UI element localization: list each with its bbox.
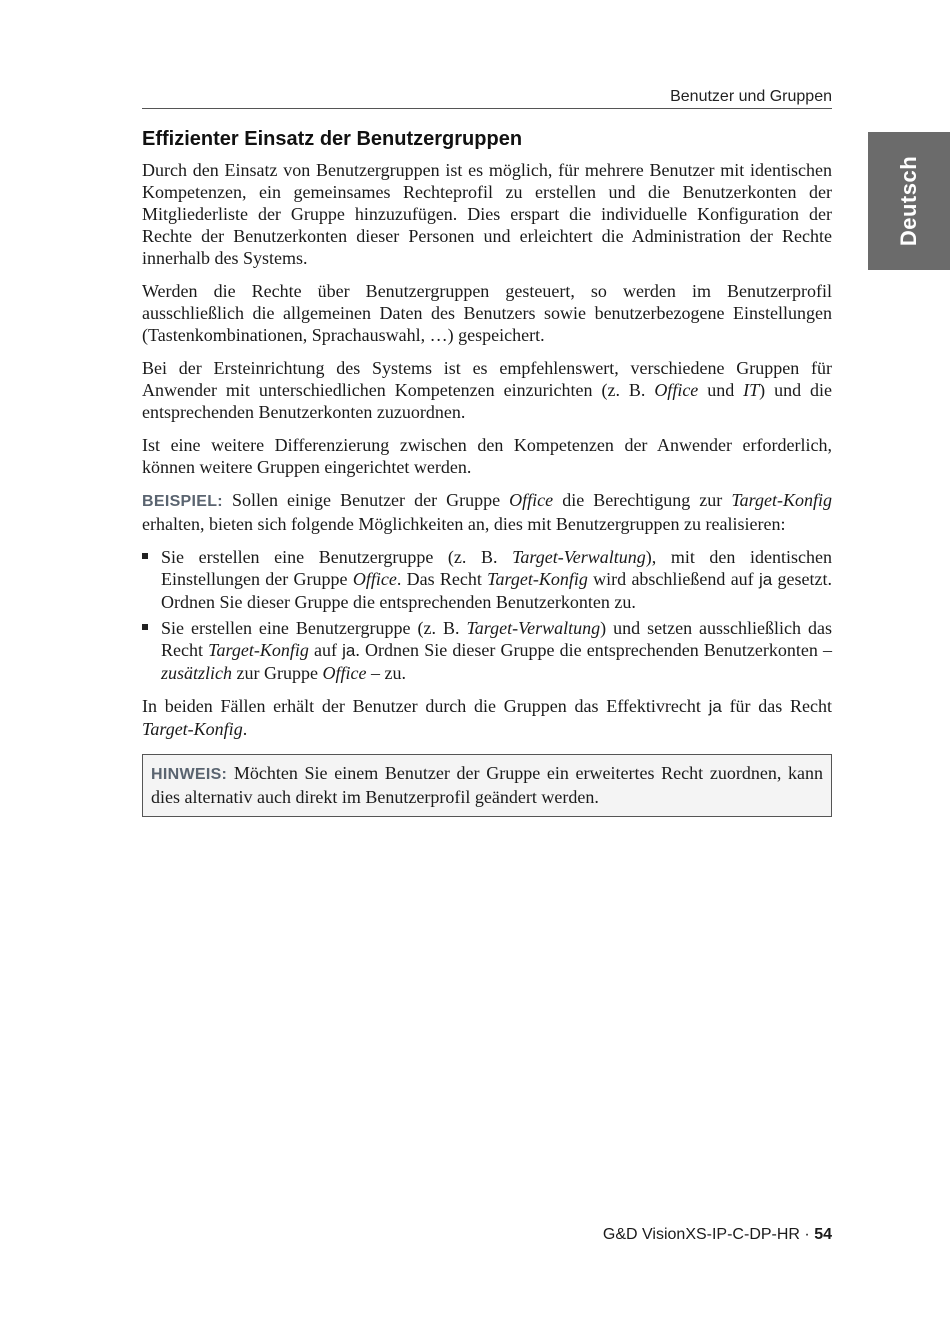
paragraph-3: Bei der Ersteinrichtung des Systems ist es empfehlenswert, verschiedene Gruppen für Anwender mit unterschiedlichen Kompetenzen einzurichten (z. B. Office und IT) und die entsprechenden Benutzerkonten zuzuordnen. xyxy=(142,358,833,422)
section-title: Effizienter Einsatz der Benutzergruppen xyxy=(142,128,523,150)
product-name: G&D VisionXS-IP-C-DP-HR · xyxy=(602,1226,815,1243)
paragraph-1: Durch den Einsatz von Benutzergruppen ist es möglich, für mehrere Benutzer mit identischen Kompetenzen, ein gemeinsames Rechteprofil zu erstellen und die Benutzerkonten der Mitgliederliste der Gruppe hinzuzufügen. Dies erspart die individuelle Konfiguration der Rechte der Benutzerkonten dieser Personen und erleichtert die Administration der Rechte innerhalb des Systems. xyxy=(142,160,832,268)
example-label: BEISPIEL: xyxy=(142,493,223,510)
language-tab-label: Deutsch xyxy=(896,155,921,247)
note-box: HINWEIS: Möchten Sie einem Benutzer der Gruppe ein erweitertes Recht zuordnen, kann dies alternativ auch direkt im Benutzerprofil geändert werden. xyxy=(142,754,832,817)
main-content xyxy=(142,128,832,817)
note-label: HINWEIS: xyxy=(151,766,228,783)
conclusion-paragraph: In beiden Fällen erhält der Benutzer durch die Gruppen das Effektivrecht ja für das Recht Target-Konfig. xyxy=(142,696,833,739)
running-header: Benutzer und Gruppen xyxy=(670,88,832,105)
page-footer xyxy=(603,1226,832,1244)
header-rule xyxy=(142,108,832,109)
bullet-icon xyxy=(142,553,148,559)
language-tab xyxy=(868,132,950,270)
bullet-icon xyxy=(142,624,148,630)
list-item: Sie erstellen eine Benutzergruppe (z. B. Target-Verwaltung) und setzen ausschließlich das Recht Target-Konfig auf ja. Ordnen Sie dieser Gruppe die entsprechenden Benutzerkonten – zusätzlich zur Gruppe Office – zu. xyxy=(142,617,832,684)
list-item: Sie erstellen eine Benutzergruppe (z. B. Target-Verwaltung), mit den identischen Einstellungen der Gruppe Office. Das Recht Target-Konfig wird abschließend auf ja gesetzt. Ordnen Sie dieser Gruppe die entsprechenden Benutzerkonten zu. xyxy=(142,546,832,613)
paragraph-4: Ist eine weitere Differenzierung zwischen den Kompetenzen der Anwender erforderlich, können weitere Gruppen eingerichtet werden. xyxy=(142,435,832,477)
paragraph-2: Werden die Rechte über Benutzergruppen gesteuert, so werden im Benutzerprofil ausschließlich die allgemeinen Daten des Benutzers sowie benutzerbezogene Einstellungen (Tastenkombinationen, Sprachauswahl, …) gespeichert. xyxy=(142,281,832,345)
page-number: 54 xyxy=(814,1226,832,1243)
options-list xyxy=(142,546,832,684)
example-paragraph: BEISPIEL: Sollen einige Benutzer der Gruppe Office die Berechtigung zur Target-Konfig erhalten, bieten sich folgende Möglichkeiten an, dies mit Benutzergruppen zu realisieren: xyxy=(142,490,832,534)
